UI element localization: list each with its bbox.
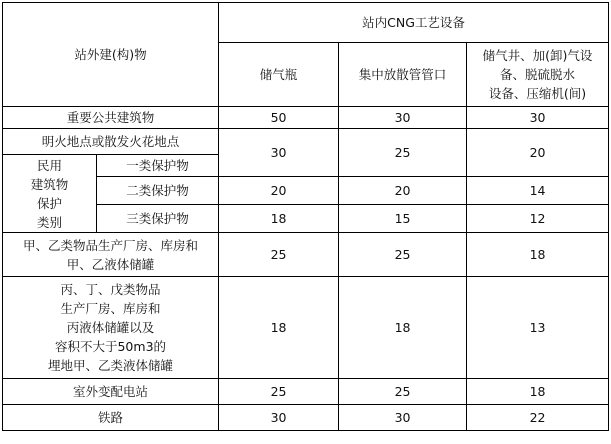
cell-value: 12 xyxy=(467,205,609,233)
cell-value: 18 xyxy=(219,205,339,233)
table-row xyxy=(3,233,609,277)
cell-value: 18 xyxy=(467,233,609,277)
cell-value: 25 xyxy=(339,233,467,277)
row-label: 明火地点或散发火花地点 xyxy=(3,129,219,155)
cell-value: 20 xyxy=(339,177,467,205)
cell-value: 30 xyxy=(219,405,339,431)
row-label: 室外变配电站 xyxy=(3,379,219,405)
row-label: 铁路 xyxy=(3,405,219,431)
cell-value: 20 xyxy=(467,129,609,177)
cng-equipment-header: 站内CNG工艺设备 xyxy=(219,3,609,43)
cell-value: 25 xyxy=(339,379,467,405)
cell-value: 22 xyxy=(467,405,609,431)
cell-value: 18 xyxy=(467,379,609,405)
cell-value: 30 xyxy=(339,405,467,431)
table-row xyxy=(3,405,609,431)
cell-value: 18 xyxy=(219,277,339,379)
table-row xyxy=(3,107,609,129)
separation-distance-table xyxy=(2,2,609,431)
cell-value: 25 xyxy=(219,379,339,405)
table-row xyxy=(3,277,609,379)
column-header-vent-pipe: 集中放散管管口 xyxy=(339,43,467,107)
cell-value: 30 xyxy=(467,107,609,129)
cell-value: 15 xyxy=(339,205,467,233)
row-label: 丙、丁、戊类物品 生产厂房、库房和 丙液体储罐以及 容积不大于50m3的 埋地甲、乙类液体储罐 xyxy=(3,277,219,379)
row-label: 三类保护物 xyxy=(97,205,219,233)
table-row xyxy=(3,379,609,405)
row-label: 二类保护物 xyxy=(97,177,219,205)
cell-value: 20 xyxy=(219,177,339,205)
cell-value: 25 xyxy=(219,233,339,277)
civil-building-group-label: 民用 建筑物 保护 类别 xyxy=(3,155,97,233)
row-label: 重要公共建筑物 xyxy=(3,107,219,129)
column-header-storage-cylinder: 储气瓶 xyxy=(219,43,339,107)
cell-value: 50 xyxy=(219,107,339,129)
cell-value: 25 xyxy=(339,129,467,177)
cell-value: 30 xyxy=(219,129,339,177)
header-row xyxy=(3,3,609,43)
cell-value: 14 xyxy=(467,177,609,205)
table-row xyxy=(3,129,609,155)
cell-value: 13 xyxy=(467,277,609,379)
row-label: 甲、乙类物品生产厂房、库房和 甲、乙液体储罐 xyxy=(3,233,219,277)
outside-structure-header: 站外建(构)物 xyxy=(3,3,219,107)
cell-value: 30 xyxy=(339,107,467,129)
cell-value: 18 xyxy=(339,277,467,379)
column-header-equipment: 储气井、加(卸)气设 备、脱硫脱水 设备、压缩机(间) xyxy=(467,43,609,107)
row-label: 一类保护物 xyxy=(97,155,219,177)
